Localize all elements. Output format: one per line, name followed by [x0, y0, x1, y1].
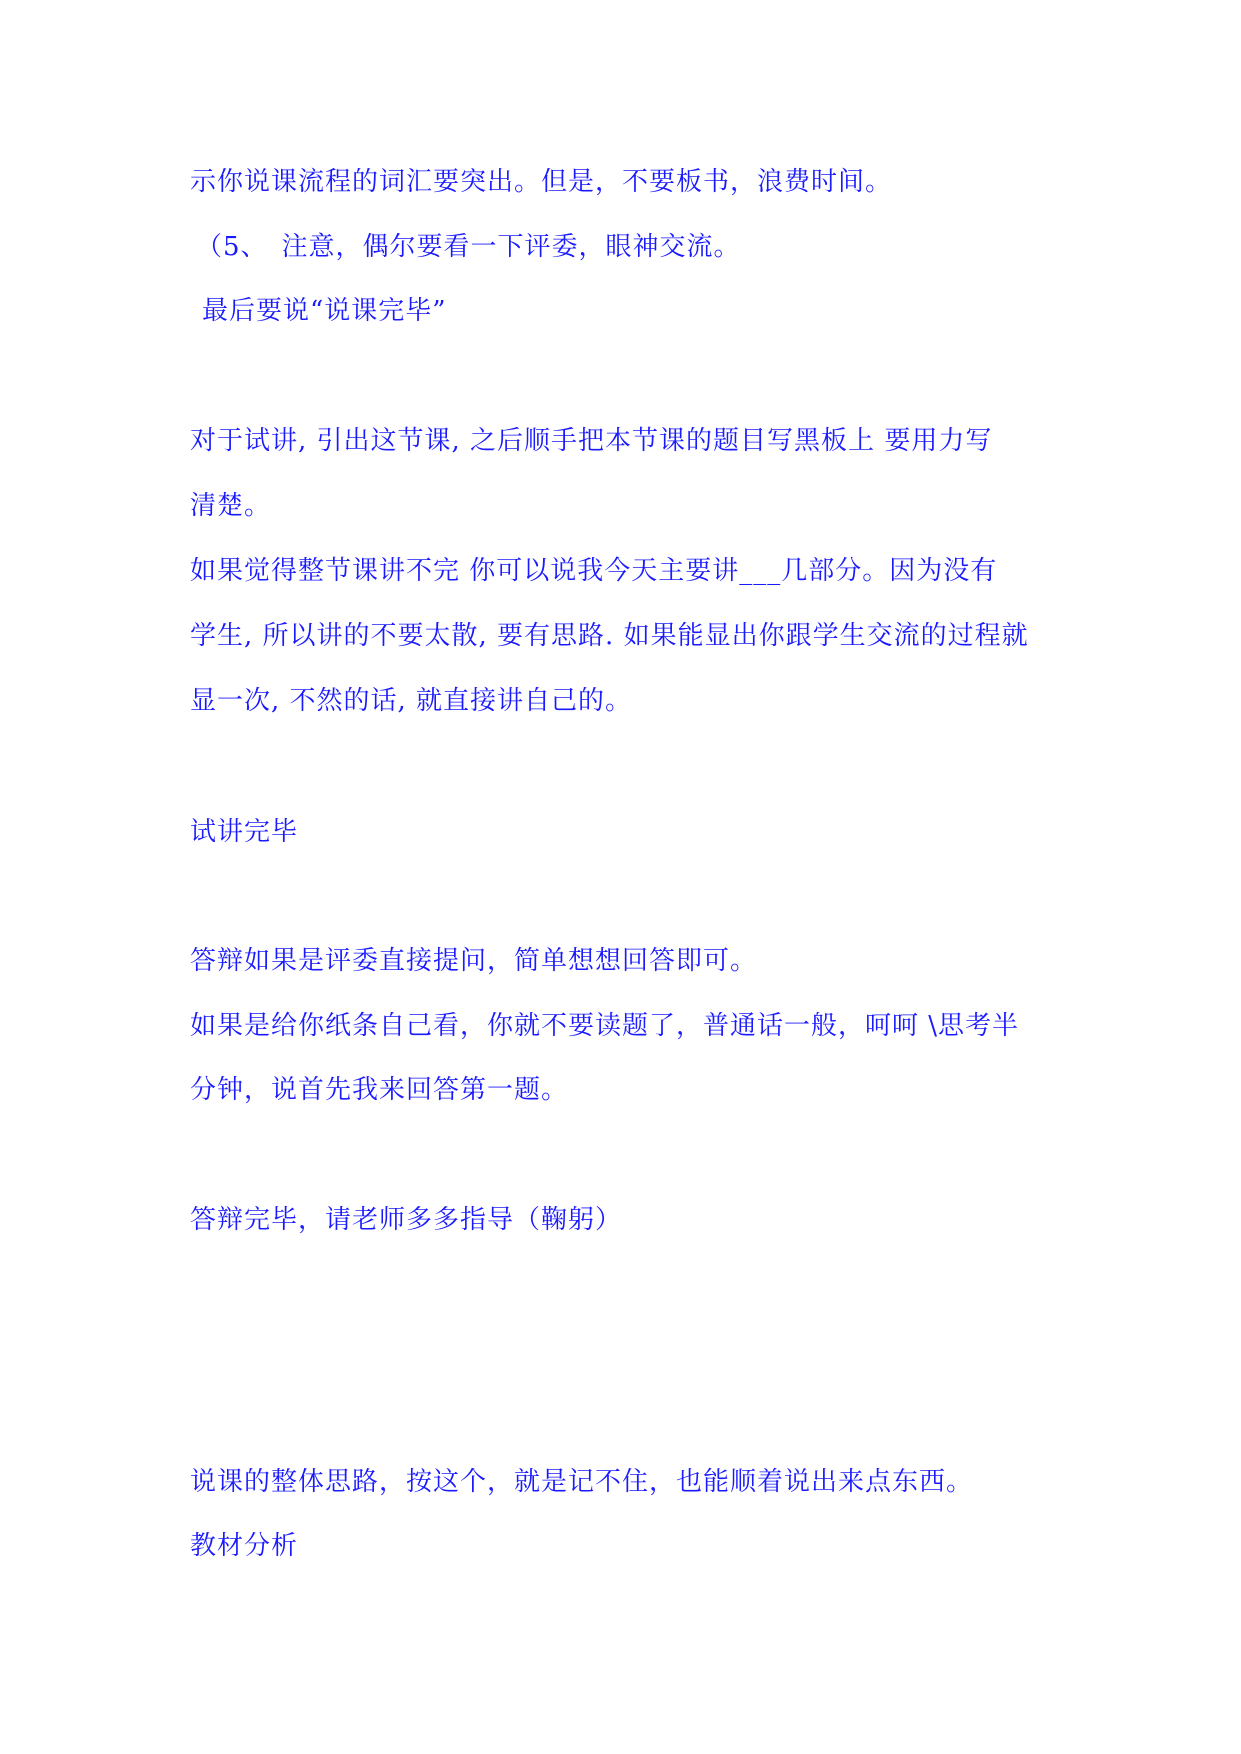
- text-line: 学生, 所以讲的不要太散, 要有思路. 如果能显出你跟学生交流的过程就: [190, 621, 1029, 651]
- text-line: 显一次, 不然的话, 就直接讲自己的。: [190, 686, 633, 716]
- text-line: 说课的整体思路，按这个，就是记不住，也能顺着说出来点东西。: [190, 1467, 974, 1497]
- text-line: （5、 注意，偶尔要看一下评委，眼神交流。: [196, 232, 741, 262]
- text-line: 分钟，说首先我来回答第一题。: [190, 1075, 569, 1105]
- text-line: 清楚。: [190, 491, 272, 521]
- text-line: 答辩完毕，请老师多多指导（鞠躬）: [190, 1205, 623, 1235]
- text-line: 如果是给你纸条自己看，你就不要读题了，普通话一般，呵呵 \思考半: [190, 1011, 1020, 1041]
- text-line: 最后要说“说课完毕”: [202, 296, 447, 326]
- text-line: 答辩如果是评委直接提问，简单想想回答即可。: [190, 946, 758, 976]
- text-line: 示你说课流程的词汇要突出。但是，不要板书，浪费时间。: [190, 167, 893, 197]
- text-line: 教材分析: [190, 1531, 299, 1561]
- text-line: 试讲完毕: [190, 817, 299, 847]
- text-line: 对于试讲, 引出这节课, 之后顺手把本节课的题目写黑板上 要用力写: [190, 426, 993, 456]
- text-line: 如果觉得整节课讲不完 你可以说我今天主要讲___几部分。因为没有: [190, 556, 998, 586]
